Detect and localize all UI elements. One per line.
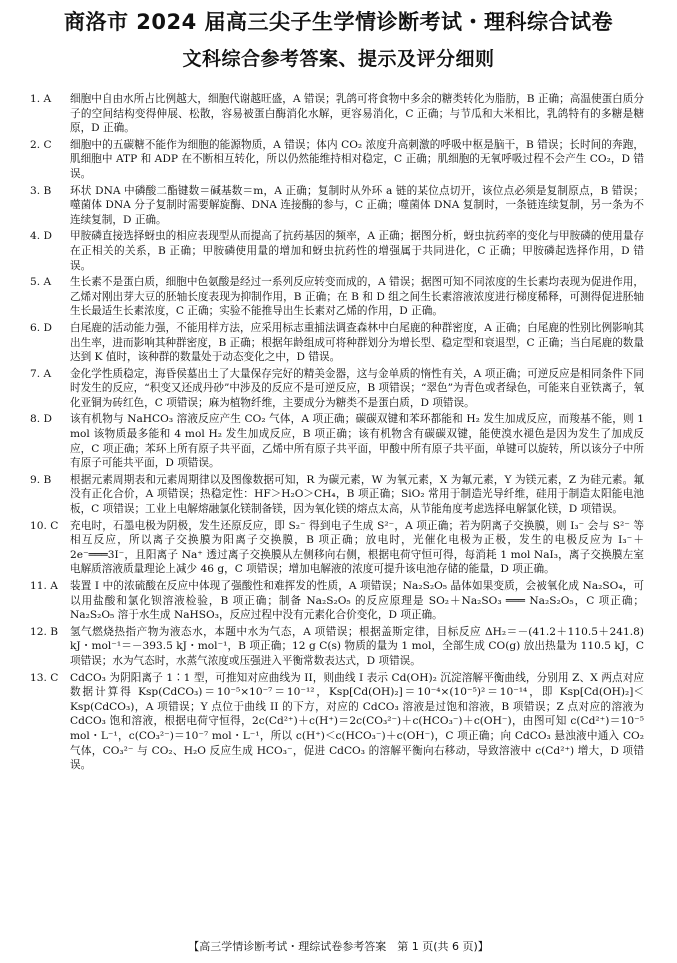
answer-explanation: CdCO₃ 为阴阳离子 1∶1 型，可推知对应曲线为 II，则曲线 I 表示 Cd(OH)₂ 沉淀溶解平衡曲线，分别用 Z、X 两点对应数据计算得 Ksp(CdCO₃)＝10⁻⁵×10⁻⁷＝10⁻¹²，Ksp[Cd(OH)₂]＝10⁻⁴×(10⁻⁵)²＝10⁻¹⁴，即 Ksp[Cd(OH)₂]＜Ksp(CdCO₃)，A 项错误；Y 点位于曲线 II 的下方，对应的 CdCO₃ 溶液是过饱和溶液，B 项错误；Z 点对应的溶液为 CdCO₃ 饱和溶液，根据电荷守恒得，2c(Cd²⁺)＋c(H⁺)＝2c(CO₃²⁻)＋c(HCO₃⁻)＋c(OH⁻)，由图可知 c(Cd²⁺)＝10⁻⁵ mol・L⁻¹，c(CO₃²⁻)＝10⁻⁷ mol・L⁻¹，所以 c(H⁺)＜c(HCO₃⁻)＋c(OH⁻)，C 项正确；向 CdCO₃ 悬浊液中通入 CO₂ 气体，CO₃²⁻ 与 CO₂、H₂O 反应生成 HCO₃⁻，促进 CdCO₃ 的溶解平衡向右移动，导致溶液中 c(Cd²⁺) 增大，D 项错误。 (70, 671, 644, 772)
answer-number: 7. A (30, 367, 52, 380)
answer-number: 13. C (30, 671, 59, 684)
answer-item-10 (30, 519, 644, 577)
answer-explanation: 生长素不是蛋白质，细胞中色氨酸是经过一系列反应转变而成的，A 错误；据图可知不同浓度的生长素均表现为促进作用，乙烯对刚出芽大豆的胚轴长度表现为抑制作用，B 正确；在 B 和 D 组之间生长素溶液浓度进行梯度稀释，可测得促进胚轴生长最适生长素浓度，C 正确；实验不能推导出生长素对乙烯的作用，D 正确。 (70, 276, 644, 318)
answer-item-2 (30, 138, 644, 182)
answer-explanation: 细胞中自由水所占比例越大，细胞代谢越旺盛，A 错误；乳鸽可将食物中多余的糖类转化为脂肪，B 正确；高温使蛋白质分子的空间结构变得伸展、松散，容易被蛋白酶消化水解，更容易消化，C 正确；与节瓜和大米相比，乳鸽特有的多糖是糖原，D 正确。 (70, 93, 644, 135)
answer-number: 3. B (30, 184, 52, 197)
answer-item-8 (30, 412, 644, 470)
answer-item-4 (30, 229, 644, 273)
answer-number: 6. D (30, 321, 52, 334)
answer-number: 11. A (30, 580, 58, 592)
answer-list (30, 92, 644, 775)
answer-explanation: 细胞中的五碳糖不能作为细胞的能源物质，A 错误；体内 CO₂ 浓度升高刺激的呼吸中枢是脑干，B 错误；长时间的奔跑，肌细胞中 ATP 和 ADP 在不断相互转化，所以仍然能维持相对稳定，C 正确；肌细胞的无氧呼吸过程不会产生 CO₂，D 错误。 (70, 138, 644, 180)
answer-explanation: 甲胺磷直接选择蚜虫的相应表现型从而提高了抗药基因的频率，A 正确；据图分析，蚜虫抗药率的变化与甲胺磷的使用量存在正相关的关系，B 正确；甲胺磷使用量的增加和蚜虫抗药性的增强属于共同进化，C 正确；甲胺磷起选择作用，D 错误。 (70, 230, 644, 272)
answer-number: 1. A (30, 93, 52, 105)
page-footer: 【高三学情诊断考试・理综试卷参考答案 第 1 页(共 6 页)】 (188, 940, 489, 953)
answer-explanation: 充电时，石墨电极为阴极，发生还原反应，即 S₂⁻ 得到电子生成 S²⁻，A 项正确；若为阴离子交换膜，则 I₃⁻ 会与 S²⁻ 等相互反应，所以离子交换膜为阳离子交换膜，B 项正确；放电时，光催化电极为正极，发生的电极反应为 I₃⁻＋2e⁻═══3I⁻，且阳离子 Na⁺ 透过离子交换膜从左侧移向右侧，根据电荷守恒可得，每消耗 1 mol NaI₃，离子交换膜左室电解质溶液质量理论上减少 46 g，C 项错误；增加电解液的浓度可提升该电池存储的能量，D 项正确。 (70, 519, 644, 576)
answer-item-12 (30, 625, 644, 669)
answer-item-3 (30, 184, 644, 228)
answer-number: 4. D (30, 230, 52, 243)
answer-item-6 (30, 321, 644, 365)
answer-number: 10. C (30, 519, 59, 532)
answer-number: 2. C (30, 138, 52, 151)
answer-number: 9. B (30, 473, 52, 486)
answer-explanation: 根据元素周期表和元素周期律以及图像数据可知，R 为碳元素，W 为氧元素，X 为氟元素，Y 为镁元素，Z 为硅元素。氟没有正化合价，A 项错误；热稳定性：HF＞H₂O＞CH₄，B 项正确；SiO₂ 常用于制造光导纤维，硅用于制造太阳能电池板，C 项错误；工业上电解熔融氯化镁制备镁，因为氧化镁的熔点太高，从节能角度考虑选择电解氯化镁，D 项错误。 (70, 473, 644, 516)
answer-item-1 (30, 92, 644, 136)
answer-item-5 (30, 275, 644, 319)
answer-explanation: 氢气燃烧热指产物为液态水，本题中水为气态，A 项错误；根据盖斯定律，目标反应 ΔH₂＝－(41.2＋110.5＋241.8) kJ・mol⁻¹＝－393.5 kJ・mol⁻¹，B 项正确；12 g C(s) 物质的量为 1 mol，全部生成 CO(g) 放出热量为 110.5 kJ，C 项错误；水为气态时，水蒸气浓度或压强进入平衡常数表达式，D 项错误。 (70, 625, 644, 667)
answer-explanation: 金化学性质稳定，海昏侯墓出土了大量保存完好的精美金器，这与金单质的惰性有关，A 项正确；可逆反应是相同条件下同时发生的反应，“积变又还成丹砂”中涉及的反应不是可逆反应，B 项错误；“翠色”为青色或者绿色，可能来自亚铁离子，氧化亚铜为砖红色，C 项错误；麻为植物纤维，主要成分为糖类不是蛋白质，D 项错误。 (70, 367, 644, 409)
answer-item-11 (30, 579, 644, 623)
answer-item-9 (30, 473, 644, 517)
page-title: 商洛市 2024 届高三尖子生学情诊断考试・理科综合试卷 (63, 10, 614, 34)
answer-explanation: 该有机物与 NaHCO₃ 溶液反应产生 CO₂ 气体，A 项正确；碳碳双键和苯环都能和 H₂ 发生加成反应，而羧基不能，则 1 mol 该物质最多能和 4 mol H₂ 发生加成反应，B 项正确；该有机物含有碳碳双键，能使溴水褪色是因为发生了加成反应，C 项正确；苯环上所有原子共平面，乙烯中所有原子共平面，甲酸中所有原子共平面，单键可以旋转，所以该分子中所有原子可能共平面，D 项错误。 (70, 413, 644, 470)
answer-explanation: 白尾鹿的活动能力强，不能用样方法，应采用标志重捕法调查森林中白尾鹿的种群密度，A 正确；白尾鹿的性别比例影响其出生率，进而影响其种群密度，B 正确；根据年龄组成可将种群划分为增长型、稳定型和衰退型，C 正确；当白尾鹿的数量达到 K 值时，该种群的数量处于动态变化之中，D 错误。 (70, 321, 644, 364)
answer-explanation: 环状 DNA 中磷酸二酯键数＝碱基数＝m，A 正确；复制时从外环 a 链的某位点切开，该位点必须是复制原点，B 错误；噬菌体 DNA 分子复制时需要解旋酶、DNA 连接酶的参与，C 正确；噬菌体 DNA 复制时，一条链连续复制，另一条为不连续复制，D 正确。 (70, 184, 644, 226)
answer-item-7 (30, 367, 644, 411)
answer-explanation: 装置 I 中的浓硫酸在反应中体现了强酸性和难挥发的性质，A 项错误；Na₂S₂O₅ 晶体如果变质，会被氧化成 Na₂SO₄，可以用盐酸和氯化钡溶液检验，B 项正确；制备 Na₂S₂O₅ 的反应原理是 SO₂＋Na₂SO₃ ═══ Na₂S₂O₅，C 项正确；Na₂S₂O₅ 溶于水生成 NaHSO₃，反应过程中没有元素化合价变化，D 项正确。 (70, 580, 644, 622)
answer-item-13 (30, 671, 644, 773)
answer-number: 12. B (30, 625, 58, 638)
answer-number: 5. A (30, 276, 52, 289)
page-subtitle: 文科综合参考答案、提示及评分细则 (182, 48, 495, 70)
answer-number: 8. D (30, 413, 52, 426)
